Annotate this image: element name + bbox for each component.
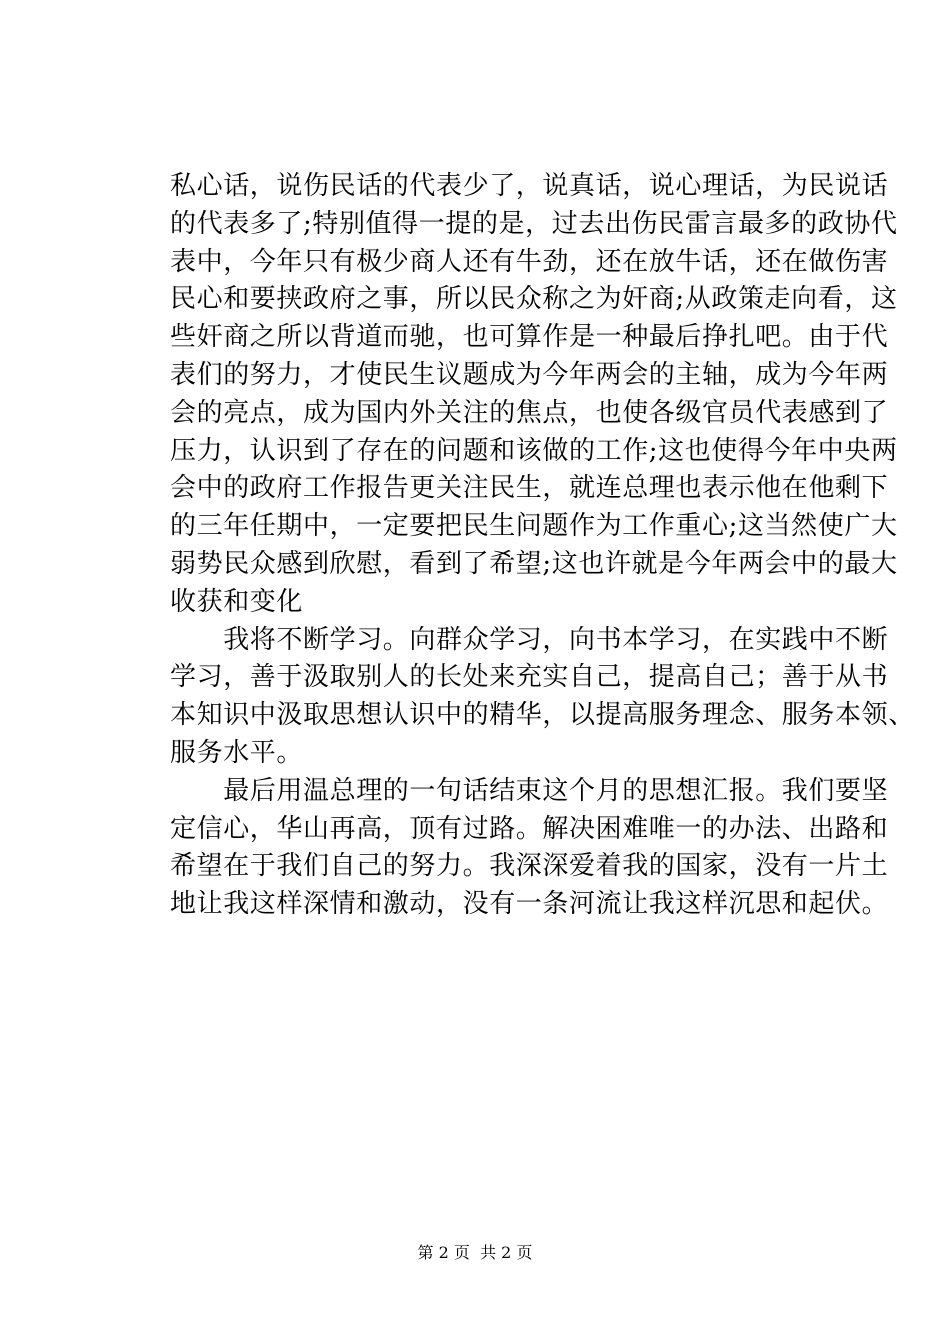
text-line: 希望在于我们自己的努力。我深深爱着我的国家，没有一片土 [170, 851, 889, 882]
text-line: 收获和变化 [170, 586, 304, 617]
text-line: 压力，认识到了存在的问题和该做的工作;这也使得今年中央两 [170, 435, 898, 466]
text-line: 表中，今年只有极少商人还有牛劲，还在放牛话，还在做伤害 [170, 246, 889, 277]
text-line: 学习，善于汲取别人的长处来充实自己，提高自己；善于从书 [170, 662, 889, 693]
text-line: 会的亮点，成为国内外关注的焦点，也使各级官员代表感到了 [170, 397, 889, 428]
text-line: 最后用温总理的一句话结束这个月的思想汇报。我们要坚 [170, 775, 889, 806]
text-line: 的三年任期中，一定要把民生问题作为工作重心;这当然使广大 [170, 511, 898, 542]
text-line: 定信心，华山再高，顶有过路。解决困难唯一的办法、出路和 [170, 813, 889, 844]
text-line: 本知识中汲取思想认识中的精华，以提高服务理念、服务本领、 [170, 700, 915, 731]
text-line: 会中的政府工作报告更关注民生，就连总理也表示他在他剩下 [170, 473, 889, 504]
text-line: 些奸商之所以背道而驰，也可算作是一种最后挣扎吧。由于代 [170, 322, 889, 353]
text-line: 私心话，说伤民话的代表少了，说真话，说心理话，为民说话 [170, 171, 889, 201]
body-text [170, 168, 915, 924]
text-line: 地让我这样深情和激动，没有一条河流让我这样沉思和起伏。 [170, 889, 889, 920]
page-number-footer: 第 2 页 共 2 页 [417, 1243, 533, 1262]
text-line: 我将不断学习。向群众学习，向书本学习，在实践中不断 [170, 624, 889, 655]
text-line: 的代表多了;特别值得一提的是，过去出伤民雷言最多的政协代 [170, 208, 898, 239]
text-line: 弱势民众感到欣慰，看到了希望;这也许就是今年两会中的最大 [170, 548, 898, 579]
text-line: 民心和要挟政府之事，所以民众称之为奸商;从政策走向看，这 [170, 284, 898, 315]
text-line: 表们的努力，才使民生议题成为今年两会的主轴，成为今年两 [170, 359, 889, 390]
text-line: 服务水平。 [170, 737, 304, 768]
